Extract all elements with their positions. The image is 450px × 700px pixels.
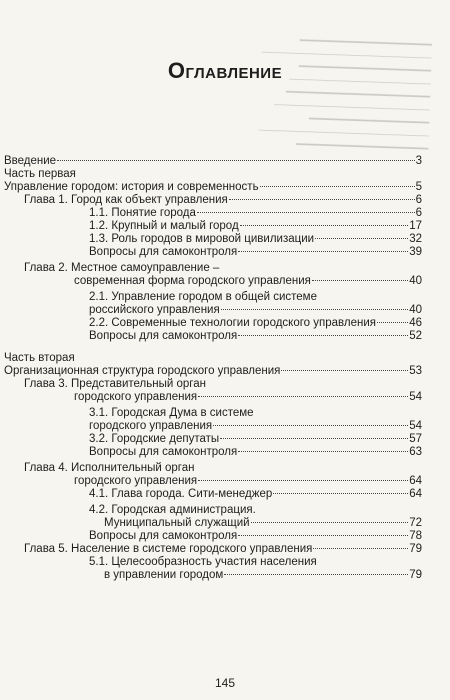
toc-entry-questions-3[interactable]: Вопросы для самоконтроля 63 (89, 446, 422, 458)
toc-5-1-line1: 5.1. Целесообразность участия населения (89, 556, 317, 568)
toc-part-2: Часть вторая (4, 352, 75, 364)
toc-entry-intro[interactable]: Введение 3 (4, 155, 422, 167)
toc-entry-chapter-5[interactable]: Глава 5. Население в системе городского управления 79 (24, 543, 422, 555)
toc-entry-chapter-2[interactable]: современная форма городского управления 40 (74, 275, 422, 287)
toc-entry-1-3[interactable]: 1.3. Роль городов в мировой цивилизации 32 (89, 233, 422, 245)
toc-chapter-4-line1: Глава 4. Исполнительный орган (24, 462, 195, 474)
toc-entry-chapter-1[interactable]: Глава 1. Город как объект управления 6 (24, 194, 422, 206)
toc-chapter-3-line1: Глава 3. Представительный орган (24, 378, 206, 390)
toc-entry-2-1[interactable]: российского управления 40 (89, 304, 422, 316)
toc-entry-3-1[interactable]: городского управления 54 (89, 420, 422, 432)
toc-entry-1-2[interactable]: 1.2. Крупный и малый город 17 (89, 220, 422, 232)
toc-entry-3-2[interactable]: 3.2. Городские депутаты 57 (89, 433, 422, 445)
toc-2-1-line1: 2.1. Управление городом в общей системе (89, 291, 317, 303)
toc-entry-chapter-3[interactable]: городского управления 54 (74, 391, 422, 403)
show-through-text: ━━━━━━━━━━━━━━━━━━━━━━ ──────────────────────── ━━━━━━━━━━━━━━━━━━━━━━ ──────────────────── ━━━━━━━━━━━━━━━━━━━━━━━━ ────────────────────── ━━━━━━━━━━━━━━━━━━━━ ──────────────────────── ━━━━━━━━━━━━━━━━━━━━━━ (258, 35, 433, 156)
table-of-contents (4, 155, 422, 582)
toc-entry-questions-2[interactable]: Вопросы для самоконтроля 52 (89, 330, 422, 342)
toc-entry-4-2[interactable]: Муниципальный служащий 72 (104, 517, 422, 529)
toc-chapter-2-line1: Глава 2. Местное самоуправление – (24, 262, 220, 274)
toc-4-2-line1: 4.2. Городская администрация. (89, 504, 256, 516)
toc-part-1: Часть первая (4, 168, 76, 180)
toc-entry-part1-title[interactable]: Управление городом: история и современность 5 (4, 181, 422, 193)
page-title: Оглавление (167, 58, 283, 83)
toc-entry-5-1[interactable]: в управлении городом 79 (104, 569, 422, 581)
toc-entry-part2-title[interactable]: Организационная структура городского управления 53 (4, 365, 422, 377)
toc-entry-2-2[interactable]: 2.2. Современные технологии городского управления 46 (89, 317, 422, 329)
toc-entry-4-1[interactable]: 4.1. Глава города. Сити-менеджер 64 (89, 488, 422, 500)
toc-entry-questions-1[interactable]: Вопросы для самоконтроля 39 (89, 246, 422, 258)
toc-entry-questions-4[interactable]: Вопросы для самоконтроля 78 (89, 530, 422, 542)
toc-entry-1-1[interactable]: 1.1. Понятие города 6 (89, 207, 422, 219)
toc-entry-chapter-4[interactable]: городского управления 64 (74, 475, 422, 487)
toc-3-1-line1: 3.1. Городская Дума в системе (89, 407, 254, 419)
page-number: 145 (214, 676, 236, 690)
